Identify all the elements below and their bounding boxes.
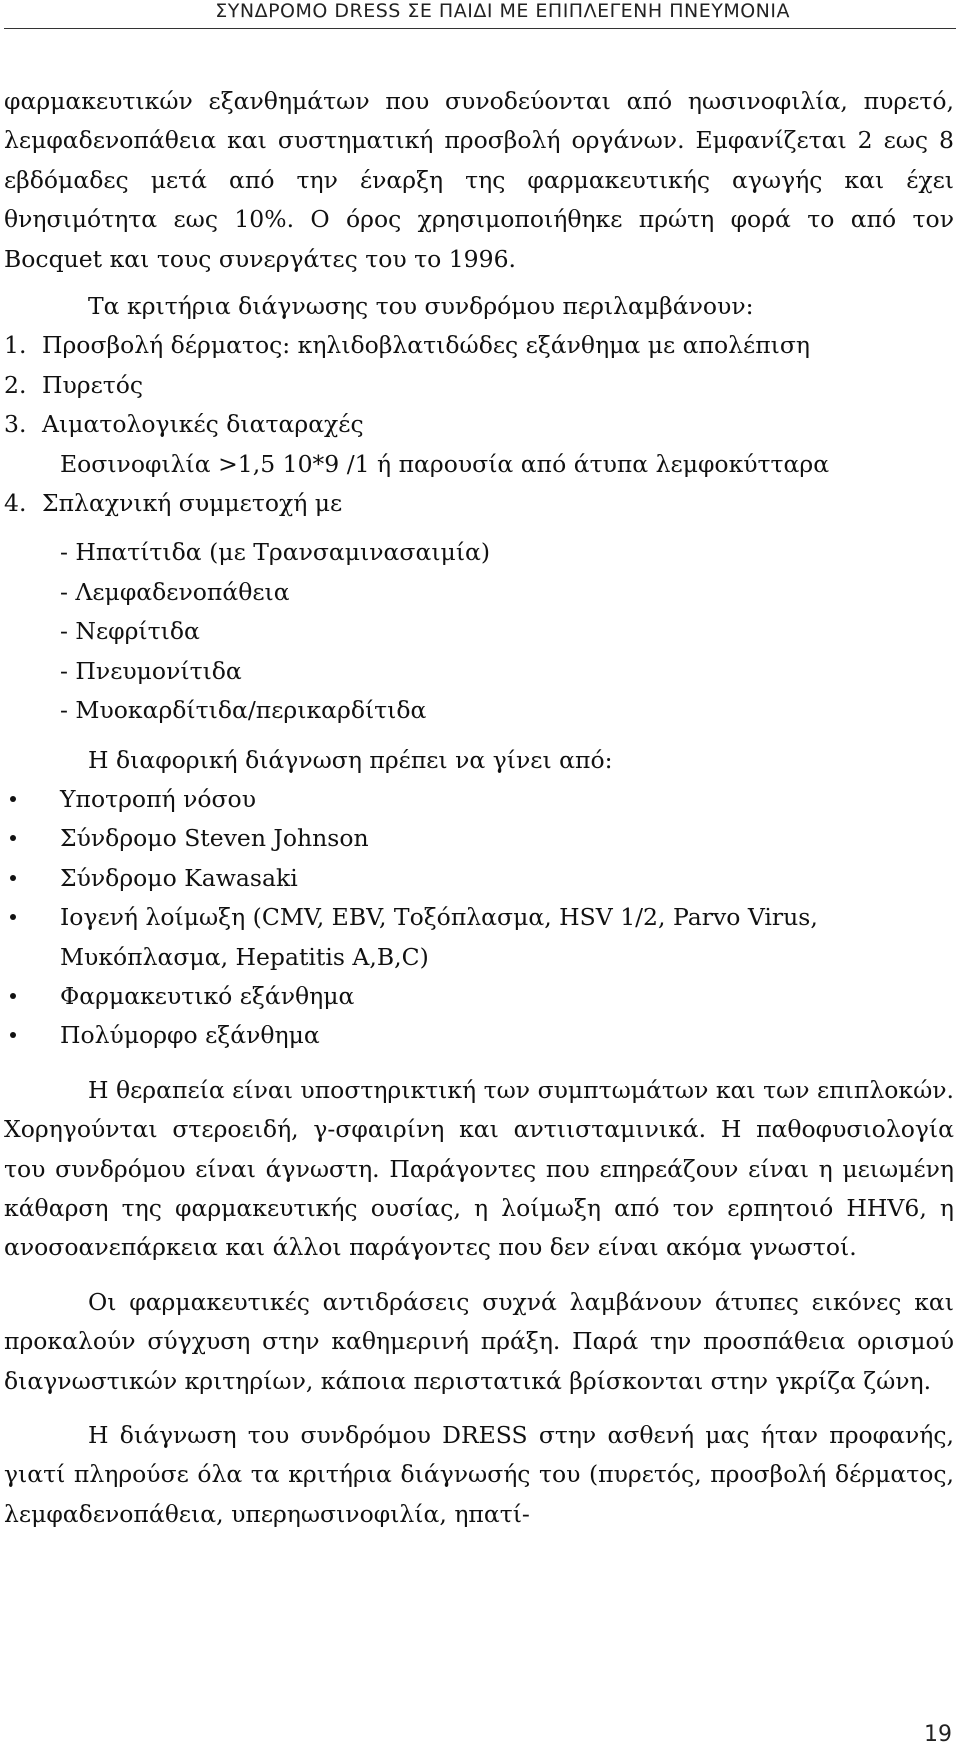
criteria-item-number: 4.	[4, 489, 27, 518]
criteria-item-4	[4, 484, 954, 523]
bullet-icon	[4, 977, 60, 1016]
differential-item-text: Σύνδρομο Kawasaki	[60, 863, 298, 892]
organ-item: - Νεφρίτιδα	[60, 617, 200, 646]
bullet-icon	[4, 898, 60, 977]
diagnosis-paragraph: Η διάγνωση του συνδρόμου DRESS στην ασθενή μας ήταν προφανής, γιατί πληρούσε όλα τα κριτήρια διάγνωσής του (πυρετός, προσβολή δέρματος, λεμφαδενοπάθεια, υπερηωσινοφιλία, ηπατί-	[4, 1421, 954, 1528]
differential-item	[4, 859, 954, 898]
criteria-item-number: 3.	[4, 410, 27, 439]
criteria-item-2	[4, 366, 954, 405]
differential-item-text: Ιογενή λοίμωξη (CMV, EBV, Τοξόπλασμα, HSV 1/2, Parvo Virus, Μυκόπλασμα, Hepatitis A,B,C)	[60, 903, 818, 971]
criteria-item-3	[4, 405, 954, 444]
page-body	[4, 82, 954, 1534]
organ-item: - Πνευμονίτιδα	[60, 656, 242, 685]
running-header: ΣΥΝΔΡΟΜΟ DRESS ΣΕ ΠΑΙΔΙ ΜΕ ΕΠΙΠΛΕΓΕΝΗ ΠΝΕΥΜΟΝΙΑ	[215, 0, 790, 22]
bullet-icon	[4, 1016, 60, 1055]
criteria-intro: Τα κριτήρια διάγνωσης του συνδρόμου περιλαμβάνουν:	[88, 292, 754, 321]
differential-item-text: Υποτροπή νόσου	[60, 784, 256, 813]
differential-item-text: Πολύμορφο εξάνθημα	[60, 1021, 320, 1050]
differential-item	[4, 1016, 954, 1055]
bullet-icon	[4, 819, 60, 858]
organ-item: - Μυοκαρδίτιδα/περικαρδίτιδα	[60, 696, 427, 725]
page-number: 19	[924, 1722, 952, 1747]
differential-intro: Η διαφορική διάγνωση πρέπει να γίνει από:	[88, 745, 613, 774]
criteria-item-3-detail: Εοσινοφιλία >1,5 10*9 /1 ή παρουσία από άτυπα λεμφοκύτταρα	[60, 449, 830, 478]
differential-item	[4, 977, 954, 1016]
treatment-paragraph: Η θεραπεία είναι υποστηρικτική των συμπτωμάτων και των επιπλοκών. Χορηγούνται στεροειδή, γ-σφαιρίνη και αντιισταμινικά. Η παθοφυσιολογία του συνδρόμου είναι άγνωστη. Παράγοντες που επηρεάζουν είναι η μειωμένη κάθαρση της φαρμακευτικής ουσίας, η λοίμωξη από τον ερπητοιό HHV6, η ανοσοανεπάρκεια και άλλοι παράγοντες που δεν είναι ακόμα γνωστοί.	[4, 1075, 954, 1262]
organ-item: - Λεμφαδενοπάθεια	[60, 577, 290, 606]
criteria-item-number: 1.	[4, 331, 27, 360]
differential-item	[4, 780, 954, 819]
criteria-item-text: Αιματολογικές διαταραχές	[42, 410, 364, 439]
header-rule	[4, 28, 956, 29]
bullet-icon	[4, 780, 60, 819]
differential-item-text: Φαρμακευτικό εξάνθημα	[60, 981, 355, 1010]
criteria-item-1	[4, 326, 954, 365]
criteria-item-text: Προσβολή δέρματος: κηλιδοβλατιδώδες εξάνθημα με απολέπιση	[42, 331, 810, 360]
organ-item: - Ηπατίτιδα (με Τρανσαμινασαιμία)	[60, 538, 491, 567]
criteria-item-text: Πυρετός	[42, 370, 144, 399]
intro-paragraph: φαρμακευτικών εξανθημάτων που συνοδεύονται από ηωσινοφιλία, πυρετό, λεμφαδενοπάθεια και συστηματική προσβολή οργάνων. Εμφανίζεται 2 εως 8 εβδόμαδες μετά από την έναρξη της φαρμακευτικής αγωγής και έχει θνησιμότητα εως 10%. Ο όρος χρησιμοποιήθηκε πρώτη φορά το από τον Bocquet και τους συνεργάτες του το 1996.	[4, 87, 954, 273]
bullet-icon	[4, 859, 60, 898]
differential-item-text: Σύνδρομο Steven Johnson	[60, 824, 369, 853]
criteria-item-number: 2.	[4, 370, 27, 399]
differential-item	[4, 898, 954, 977]
drug-reactions-paragraph: Οι φαρμακευτικές αντιδράσεις συχνά λαμβάνουν άτυπες εικόνες και προκαλούν σύγχυση στην καθημερινή πράξη. Παρά την προσπάθεια ορισμού διαγνωστικών κριτηρίων, κάποια περιστατικά βρίσκονται στην γκρίζα ζώνη.	[4, 1287, 954, 1395]
criteria-item-text: Σπλαχνική συμμετοχή με	[42, 489, 343, 518]
differential-item	[4, 819, 954, 858]
organ-involvement-list	[4, 533, 954, 730]
